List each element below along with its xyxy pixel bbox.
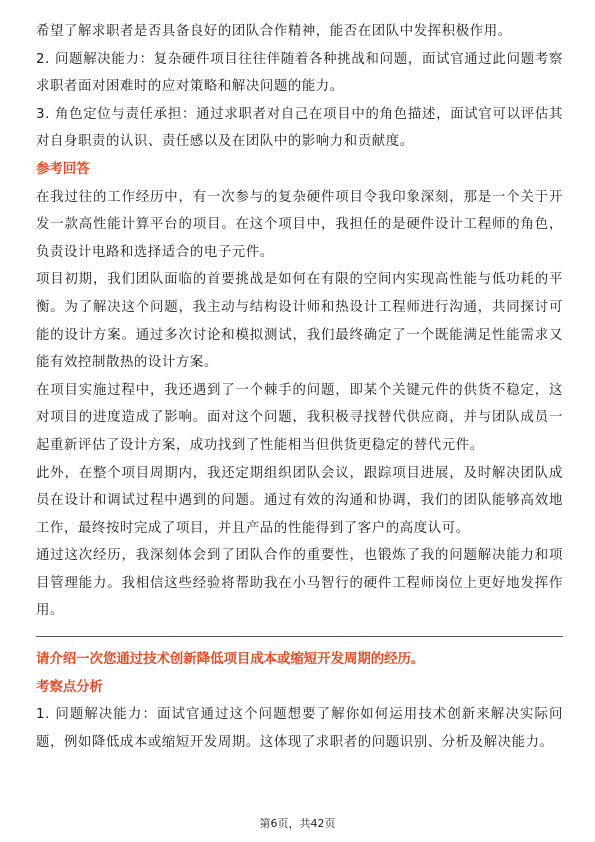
section-divider [36,636,563,637]
answer-heading: 参考回答 [36,161,90,177]
answer-paragraph: 在项目实施过程中，我还遇到了一个棘手的问题，即某个关键元件的供货不稳定，这对项目的进度造成了影响。面对这个问题，我积极寻找替代供应商，并与团队成员一起重新评估了设计方案，成功找到了性能相当但供货更稳定的替代元件。 [36,382,563,453]
page-number: 第6页，共42页 [259,817,336,830]
answer-paragraph: 此外，在整个项目周期内，我还定期组织团队会议，跟踪项目进展，及时解决团队成员在设计和调试过程中遇到的问题。通过有效的沟通和协调，我们的团队能够高效地工作，最终按时完成了项目，并且产品的性能得到了客户的高度认可。 [36,465,563,536]
analysis-heading: 考察点分析 [36,679,103,695]
analysis-paragraph: 2. 问题解决能力：复杂硬件项目往往伴随着各种挑战和问题，面试官通过此问题考察求职者面对困难时的应对策略和解决问题的能力。 [36,51,563,95]
document-page [36,18,563,756]
analysis-paragraph: 3. 角色定位与责任承担：通过求职者对自己在项目中的角色描述，面试官可以评估其对自身职责的认识、责任感以及在团队中的影响力和贡献度。 [36,106,563,150]
analysis-paragraph: 希望了解求职者是否具备良好的团队合作精神，能否在团队中发挥积极作用。 [36,24,512,39]
question-title: 请介绍一次您通过技术创新降低项目成本或缩短开发周期的经历。 [36,652,425,668]
answer-paragraph: 通过这次经历，我深刻体会到了团队合作的重要性，也锻炼了我的问题解决能力和项目管理能力。我相信这些经验将帮助我在小马智行的硬件工程师岗位上更好地发挥作用。 [36,548,563,619]
answer-paragraph: 项目初期，我们团队面临的首要挑战是如何在有限的空间内实现高性能与低功耗的平衡。为了解决这个问题，我主动与结构设计师和热设计工程师进行沟通，共同探讨可能的设计方案。通过多次讨论和模拟测试，我们最终确定了一个既能满足性能需求又能有效控制散热的设计方案。 [36,272,563,371]
analysis-paragraph: 1. 问题解决能力：面试官通过这个问题想要了解你如何运用技术创新来解决实际问题，例如降低成本或缩短开发周期。这体现了求职者的问题识别、分析及解决能力。 [36,707,563,750]
answer-paragraph: 在我过往的工作经历中，有一次参与的复杂硬件项目令我印象深刻，那是一个关于开发一款高性能计算平台的项目。在这个项目中，我担任的是硬件设计工程师的角色，负责设计电路和选择适合的电子元件。 [36,189,563,260]
